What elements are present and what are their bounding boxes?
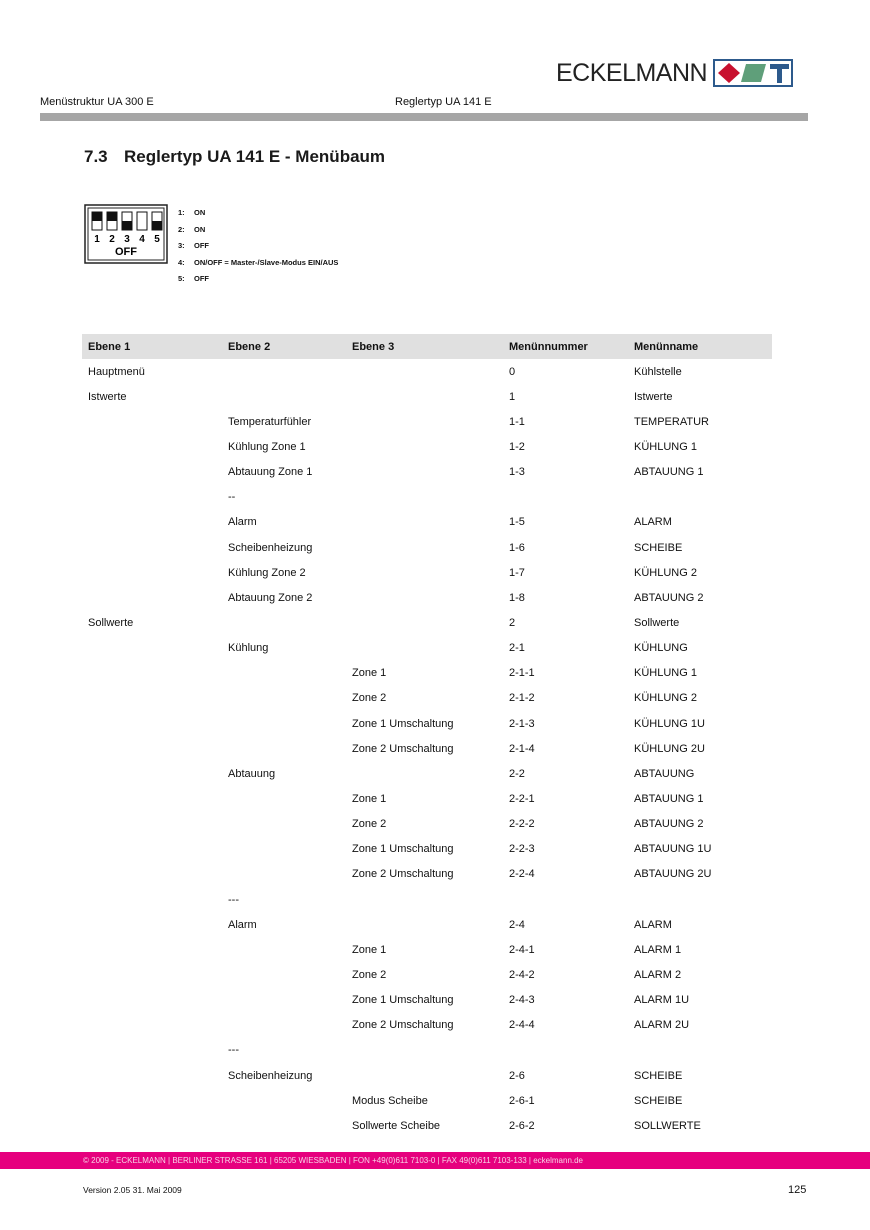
dip-setting-value: ON [194,208,206,217]
table-row [82,962,772,987]
table-cell: Hauptmenü [88,365,145,378]
table-cell: ABTAUUNG [634,767,695,780]
table-cell: KÜHLUNG 1 [634,440,697,453]
dip-setting [178,222,338,239]
table-cell: ALARM [634,918,672,931]
table-row [82,384,772,409]
table-cell: KÜHLUNG 1U [634,717,705,730]
table-cell: Istwerte [634,390,673,403]
table-cell: Zone 1 [352,667,387,680]
table-row [82,686,772,711]
table-cell: ALARM 2 [634,968,682,981]
table-row [82,1113,772,1138]
table-cell: 2-4-2 [509,968,535,981]
table-cell: SCHEIBE [634,541,683,554]
table-cell: ABTAUUNG 1 [634,792,704,805]
switch-number: 2 [109,234,115,245]
table-row [82,661,772,686]
table-cell: ABTAUUNG 2 [634,591,704,604]
table-cell: Zone 2 Umschaltung [352,1019,454,1032]
table-cell: Zone 1 [352,943,387,956]
switch-number: 1 [94,234,100,245]
page-number: 125 [788,1184,807,1196]
table-row [82,485,772,510]
table-cell: Zone 2 Umschaltung [352,742,454,755]
eckelmann-logo [556,58,793,88]
column-header: Ebene 1 [88,340,131,353]
footer-bar [0,1152,870,1169]
table-cell: 2-1-1 [509,667,535,680]
table-cell: Zone 1 [352,792,387,805]
dip-setting-key: 1: [178,208,185,217]
switch-2-icon [107,212,117,230]
table-row [82,1063,772,1088]
table-cell: ABTAUUNG 1 [634,466,704,479]
table-cell: Alarm [228,516,257,529]
table-cell: KÜHLUNG 2 [634,566,697,579]
table-cell: Scheibenheizung [228,1069,313,1082]
table-row [82,409,772,434]
table-cell: Abtauung [228,767,276,780]
table-row [82,610,772,635]
table-row [82,988,772,1013]
table-cell: Istwerte [88,390,127,403]
table-cell: -- [228,491,236,504]
table-row [82,1038,772,1063]
table-cell: 2-2-3 [509,843,535,856]
table-cell: --- [228,1044,239,1057]
column-header: Ebene 3 [352,340,395,353]
table-cell: ALARM [634,516,672,529]
table-row [82,460,772,485]
dip-setting-key: 3: [178,241,185,251]
table-cell: Sollwerte [88,616,134,629]
table-cell: ABTAUUNG 2 [634,818,704,831]
table-cell: 2-6 [509,1069,525,1082]
table-body [82,359,772,1138]
column-header: Ebene 2 [228,340,271,353]
table-cell: SCHEIBE [634,1094,683,1107]
section-heading [84,147,385,167]
table-cell: Zone 1 Umschaltung [352,843,454,856]
logo-text: ECKELMANN [556,58,708,87]
table-cell: 2-4-3 [509,994,535,1007]
table-cell: 1-8 [509,591,525,604]
table-cell: ABTAUUNG 1U [634,843,712,856]
dip-setting-key: 2: [178,224,185,234]
table-row [82,912,772,937]
table-cell: Kühlung Zone 1 [228,440,306,453]
logo-mark-icon [713,58,793,88]
table-row [82,636,772,661]
table-cell: 2-2-2 [509,818,535,831]
dip-setting-value: ON/OFF = Master-/Slave-Modus EIN/AUS [194,257,339,267]
table-row [82,510,772,535]
table-cell: 2-6-2 [509,1119,535,1132]
table-row [82,359,772,384]
logo-green-parallelogram-icon [741,64,766,82]
table-row [82,535,772,560]
table-cell: KÜHLUNG 1 [634,667,697,680]
section-title: Reglertyp UA 141 E - Menübaum [124,147,386,166]
table-cell: ALARM 1U [634,994,690,1007]
table-row [82,585,772,610]
logo-blue-t-icon [770,64,789,69]
table-cell: Zone 1 Umschaltung [352,994,454,1007]
table-cell: 2-2-4 [509,868,535,881]
switch-number: 5 [154,234,160,245]
table-cell: 2-1-2 [509,692,535,705]
section-number: 7.3 [84,147,108,166]
table-cell: KÜHLUNG [634,642,688,655]
dip-setting [178,238,338,255]
table-cell: 2-4-1 [509,943,535,956]
table-row [82,434,772,459]
switch-off-label: OFF [115,246,137,258]
switch-number: 3 [124,234,130,245]
dip-setting-key: 5: [178,274,185,284]
footer-contact: © 2009 - ECKELMANN | BERLINER STRASSE 161 | 65205 WIESBADEN | FON +49(0)611 7103-0 | FAX 49(0)611 7103-133 | eckelmann.de [83,1156,584,1165]
table-cell: SCHEIBE [634,1069,683,1082]
table-cell: 1 [509,390,516,403]
table-cell: Kühlung [228,642,269,655]
table-cell: 2-1-3 [509,717,535,730]
table-cell: 2-2 [509,767,525,780]
logo-red-diamond-icon [718,63,740,83]
header-section-title: Reglertyp UA 141 E [395,96,492,108]
table-row [82,711,772,736]
table-row [82,560,772,585]
table-cell: Sollwerte Scheibe [352,1119,441,1132]
table-cell: 2-6-1 [509,1094,535,1107]
table-cell: 1-3 [509,466,525,479]
table-cell: --- [228,893,239,906]
dip-setting [178,205,338,222]
table-cell: Zone 2 [352,692,387,705]
dip-setting-value: OFF [194,274,209,284]
table-row [82,761,772,786]
table-cell: 1-5 [509,516,525,529]
table-cell: 2-4 [509,918,525,931]
dip-switch-settings [178,205,338,288]
version-date: Version 2.05 31. Mai 2009 [83,1185,182,1195]
table-cell: KÜHLUNG 2U [634,742,705,755]
table-cell: 1-1 [509,415,525,428]
menu-tree-table [82,334,772,1138]
dip-setting [178,255,338,272]
table-cell: 1-7 [509,566,525,579]
table-cell: SOLLWERTE [634,1119,701,1132]
table-cell: KÜHLUNG 2 [634,692,697,705]
switch-5-icon [152,212,162,230]
table-row [82,937,772,962]
table-cell: ABTAUUNG 2U [634,868,712,881]
dip-switch-diagram [84,204,168,264]
table-row [82,837,772,862]
table-cell: Kühlung Zone 2 [228,566,306,579]
table-cell: 2-1-4 [509,742,535,755]
table-cell: Zone 2 [352,968,387,981]
table-row [82,1013,772,1038]
table-cell: Zone 1 Umschaltung [352,717,454,730]
dip-setting-value: OFF [194,241,209,251]
header-doc-title: Menüstruktur UA 300 E [40,96,154,108]
table-cell: 2-2-1 [509,792,535,805]
dip-setting-key: 4: [178,257,185,267]
table-cell: Zone 2 [352,818,387,831]
table-row [82,1088,772,1113]
header-divider [40,113,808,121]
table-header [82,334,772,359]
table-cell: Scheibenheizung [228,541,313,554]
switch-4-icon [137,212,147,230]
switch-1-icon [92,212,102,230]
table-row [82,862,772,887]
table-cell: 1-2 [509,440,525,453]
table-row [82,887,772,912]
dip-setting [178,271,338,288]
table-cell: 2-1 [509,642,525,655]
table-cell: 2-4-4 [509,1019,535,1032]
table-cell: Abtauung Zone 1 [228,466,313,479]
table-row [82,736,772,761]
table-cell: 2 [509,616,516,629]
table-row [82,812,772,837]
table-row [82,786,772,811]
column-header: Menünnummer [509,340,588,353]
table-cell: ALARM 2U [634,1019,690,1032]
table-cell: Sollwerte [634,616,680,629]
table-cell: 1-6 [509,541,525,554]
table-cell: TEMPERATUR [634,415,709,428]
dip-setting-value: ON [194,224,206,234]
switch-3-icon [122,212,132,230]
switch-number: 4 [139,234,145,245]
table-cell: Abtauung Zone 2 [228,591,313,604]
table-cell: Kühlstelle [634,365,682,378]
table-cell: Alarm [228,918,257,931]
table-cell: Temperaturfühler [228,415,312,428]
table-cell: Zone 2 Umschaltung [352,868,454,881]
table-cell: 0 [509,365,516,378]
table-cell: Modus Scheibe [352,1094,428,1107]
table-cell: ALARM 1 [634,943,682,956]
column-header: Menünname [634,340,699,353]
